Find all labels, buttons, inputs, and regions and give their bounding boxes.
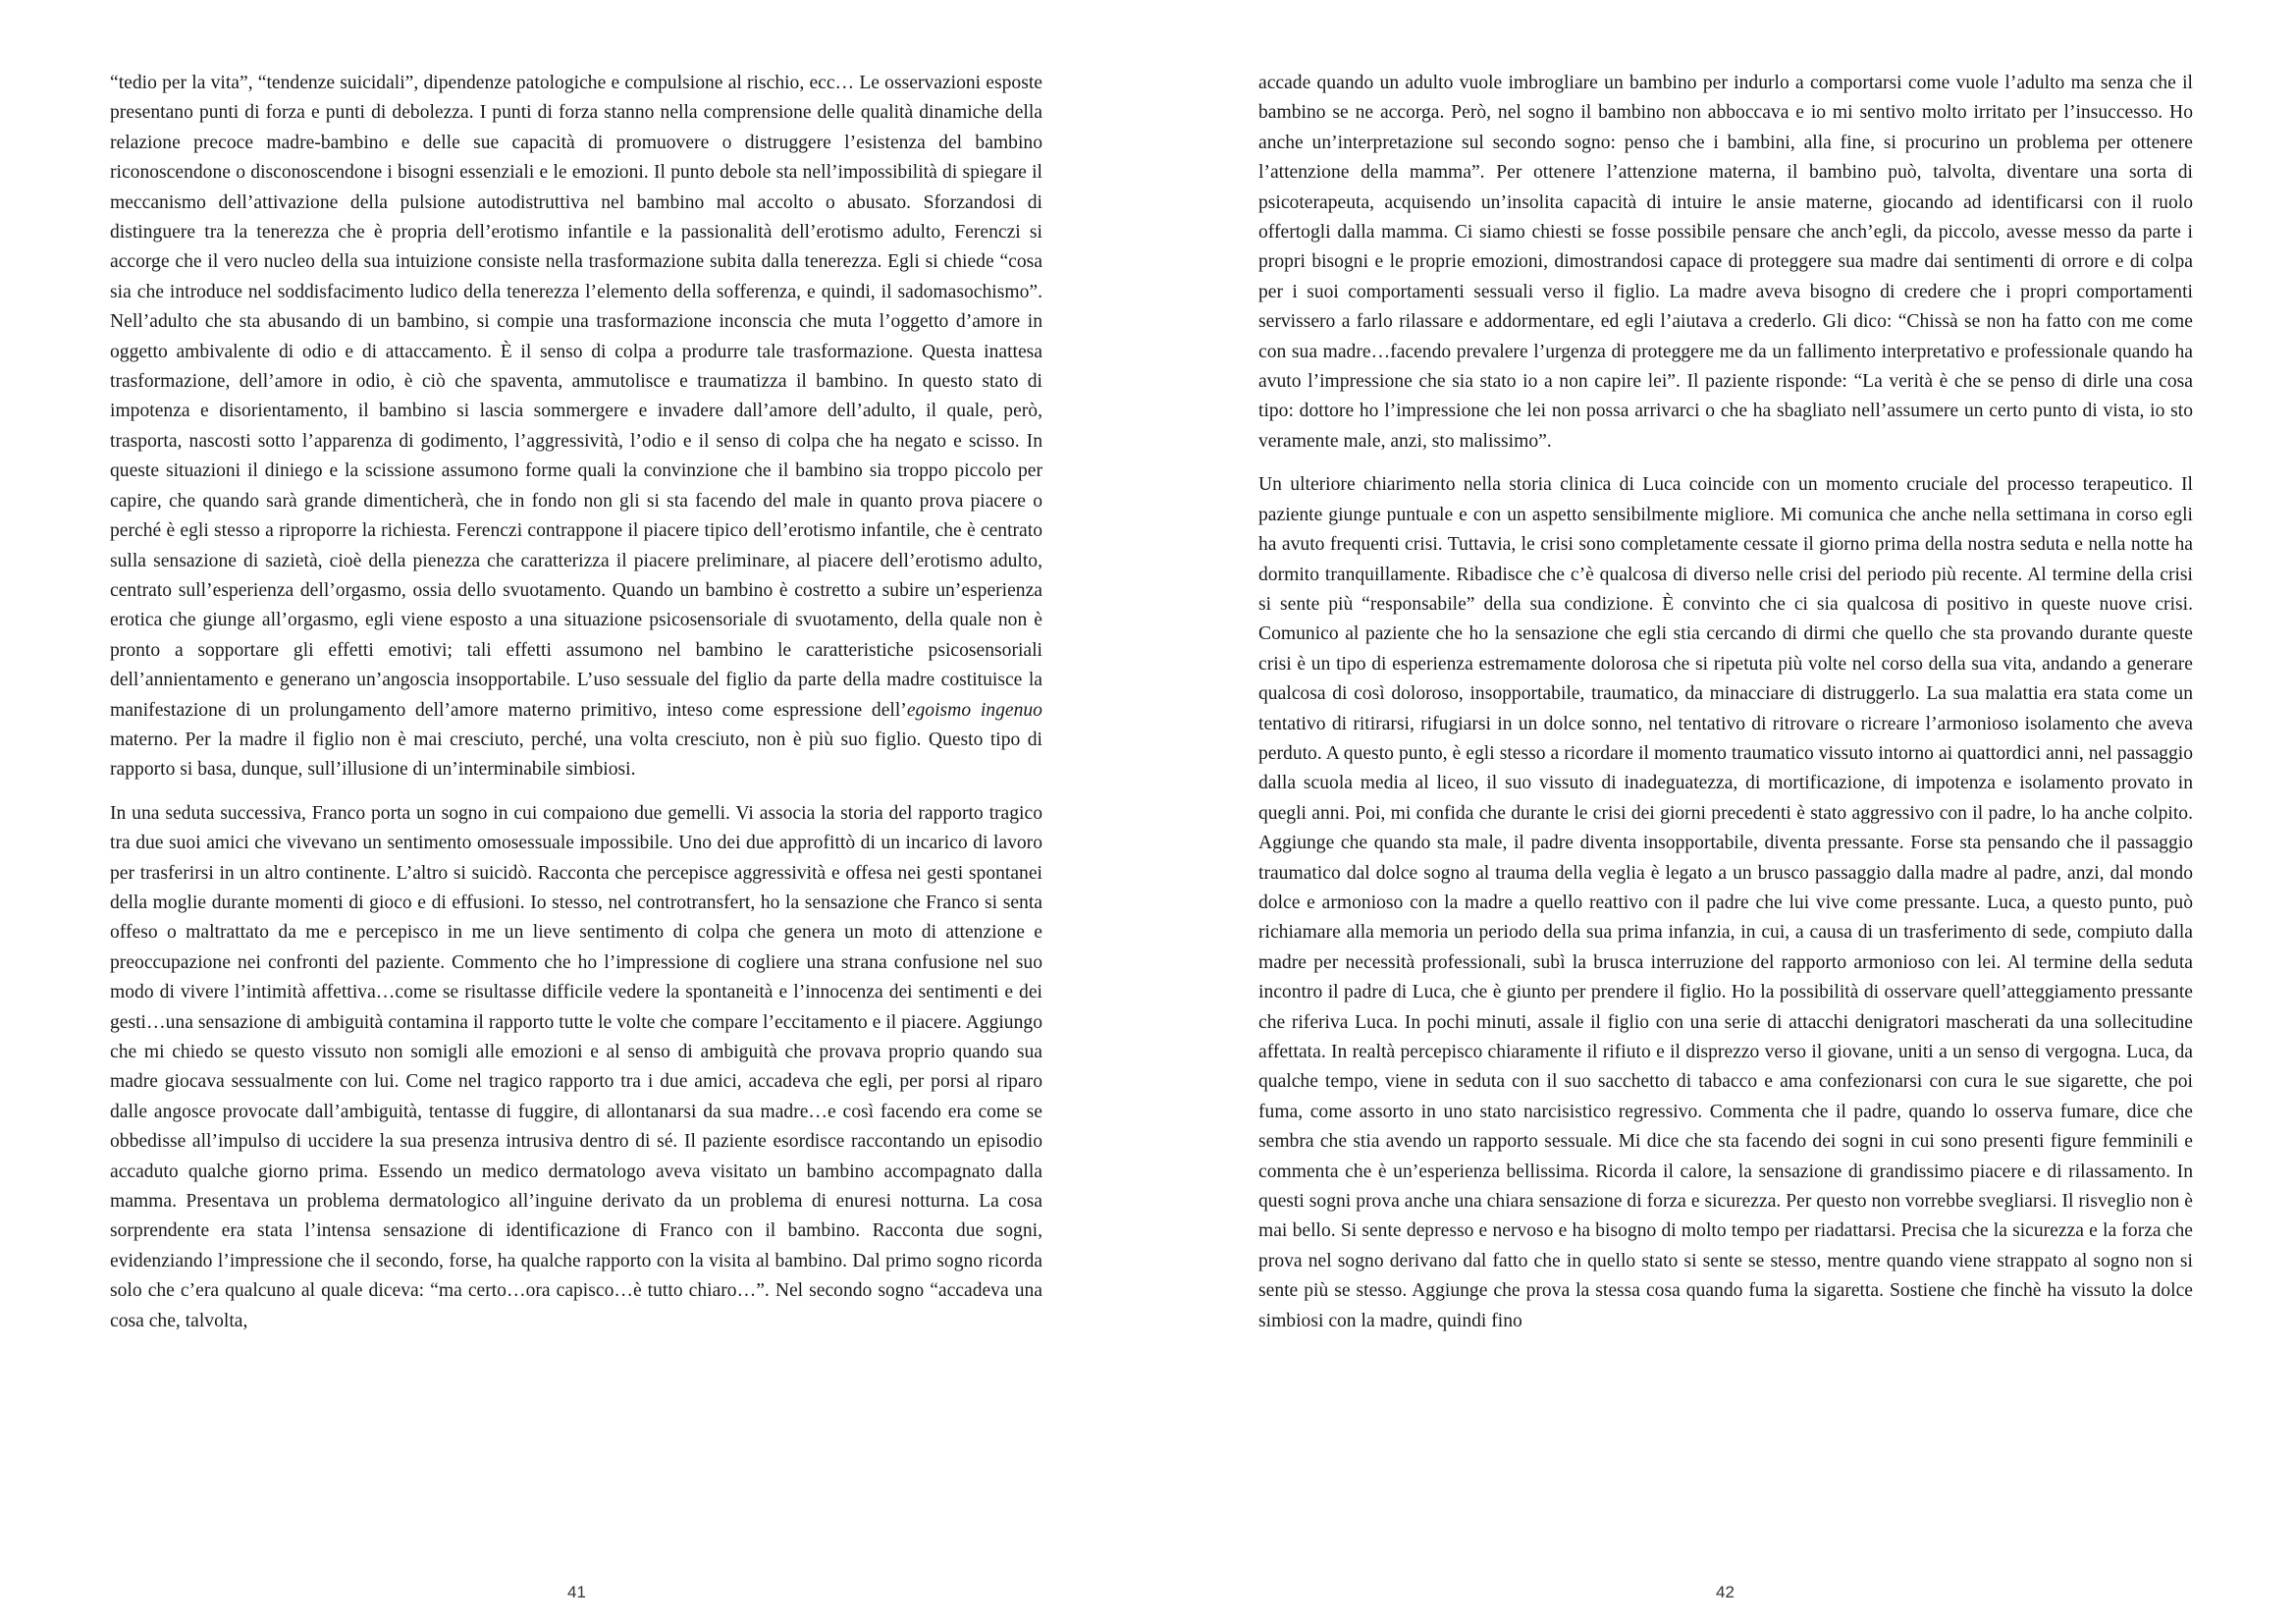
page-42 <box>1148 0 2296 1623</box>
text-run: “tedio per la vita”, “tendenze suicidali”, dipendenze patologiche e compulsione al rischio, ecc… Le osservazioni esposte presentano punti di forza e punti di debolezza. I punti di forza stanno nella comprensione delle qualità dinamiche della relazione precoce madre-bambino e delle sue capacità di promuovere o distruggere l’esistenza del bambino riconoscendone o disconoscendone i bisogni essenziali e le emozioni. Il punto debole sta nell’impossibilità di spiegare il meccanismo dell’attivazione della pulsione autodistruttiva nel bambino mal accolto o abusato. Sforzandosi di distinguere tra la tenerezza che è propria dell’erotismo infantile e la passionalità dell’erotismo adulto, Ferenczi si accorge che il vero nucleo della sua intuizione consiste nella trasformazione subita dalla tenerezza. Egli si chiede “cosa sia che introduce nel soddisfacimento ludico della tenerezza l’elemento della sofferenza, e quindi, il sadomasochismo”. Nell’adulto che sta abusando di un bambino, si compie una trasformazione inconscia che muta l’oggetto d’amore in oggetto ambivalente di odio e di attaccamento. È il senso di colpa a produrre tale trasformazione. Questa inattesa trasformazione, dell’amore in odio, è ciò che spaventa, ammutolisce e traumatizza il bambino. In questo stato di impotenza e disorientamento, il bambino si lascia sommergere e invadere dall’amore dell’adulto, il quale, però, trasporta, nascosti sotto l’apparenza di godimento, l’aggressività, l’odio e il senso di colpa che ha negato e scisso. In queste situazioni il diniego e la scissione assumono forme quali la convinzione che il bambino sia troppo piccolo per capire, che quando sarà grande dimenticherà, che in fondo non gli si sta facendo del male in quanto prova piacere o perché è egli stesso a riproporre la richiesta. Ferenczi contrappone il piacere tipico dell’erotismo infantile, che è centrato sulla sensazione di sazietà, cioè della pienezza che caratterizza il piacere preliminare, al piacere dell’erotismo adulto, centrato sull’esperienza dell’orgasmo, ossia dello svuotamento. Quando un bambino è costretto a subire un’esperienza erotica che giunge all’orgasmo, egli viene esposto a una situazione psicosensoriale di svuotamento, della quale non è pronto a sopportare gli effetti emotivi; tali effetti assumono nel bambino le caratteristiche psicosensoriali dell’annientamento e generano un’angoscia insopportabile. L’uso sessuale del figlio da parte della madre costituisce la manifestazione di un prolungamento dell’amore materno primitivo, inteso come espressione dell’ <box>110 73 1042 721</box>
text-run: In una seduta successiva, Franco porta un sogno in cui compaiono due gemelli. Vi associa la storia del rapporto tragico tra due suoi amici che vivevano un sentimento omosessuale impossibile. Uno dei due approfittò di un incarico di lavoro per trasferirsi in un altro continente. L’altro si suicidò. Racconta che percepisce aggressività e offesa nei gesti spontanei della moglie durante momenti di gioco e di effusioni. Io stesso, nel controtransfert, ho la sensazione che Franco si senta offeso o maltrattato da me e percepisco in me un lieve sentimento di colpa che genera un moto di attenzione e preoccupazione nei confronti del paziente. Commento che ho l’impressione di cogliere una strana confusione nel suo modo di vivere l’intimità affettiva…come se risultasse difficile vedere la spontaneità e l’innocenza dei sentimenti e dei gesti…una sensazione di ambiguità contamina il rapporto tutte le volte che compare l’eccitamento e il piacere. Aggiungo che mi chiedo se questo vissuto non somigli alle emozioni e al senso di ambiguità che provava proprio quando sua madre giocava sessualmente con lui. Come nel tragico rapporto tra i due amici, accadeva che egli, per porsi al riparo dalle angosce provocate dall’ambiguità, tentasse di fuggire, di allontanarsi da sua madre…e così facendo era come se obbedisse all’impulso di uccidere la sua presenza intrusiva dentro di sé. Il paziente esordisce raccontando un episodio accaduto qualche giorno prima. Essendo un medico dermatologo aveva visitato un bambino accompagnato dalla mamma. Presentava un problema dermatologico all’inguine derivato da un problema di enuresi notturna. La cosa sorprendente era stata l’intensa sensazione di identificazione di Franco con il bambino. Racconta due sogni, evidenziando l’impressione che il secondo, forse, ha qualche rapporto con la visita al bambino. Dal primo sogno ricorda solo che c’era qualcuno al quale diceva: “ma certo…ora capisco…è tutto chiaro…”. Nel secondo sogno “accadeva una cosa che, talvolta, <box>110 802 1042 1331</box>
text-column <box>110 69 1042 1336</box>
paragraph <box>1258 69 2193 457</box>
text-run: Un ulteriore chiarimento nella storia clinica di Luca coincide con un momento cruciale del processo terapeutico. Il paziente giunge puntuale e con un aspetto sensibilmente migliore. Mi comunica che anche nella settimana in corso egli ha avuto frequenti crisi. Tuttavia, le crisi sono completamente cessate il giorno prima della nostra seduta e nella notte ha dormito tranquillamente. Ribadisce che c’è qualcosa di diverso nelle crisi del periodo più recente. Al termine della crisi si sente più “responsabile” della sua condizione. È convinto che ci sia qualcosa di positivo in queste nuove crisi. Comunico al paziente che ho la sensazione che egli stia cercando di dirmi che quello che sta provando durante queste crisi è un tipo di esperienza estremamente dolorosa che si ripetuta più volte nel corso della sua vita, andando a generare qualcosa di così doloroso, insopportabile, traumatico, da minacciare di distruggerlo. La sua malattia era stata come un tentativo di ritirarsi, rifugiarsi in un dolce sonno, nel tentativo di ritrovare o ricreare l’armonioso isolamento che aveva perduto. A questo punto, è egli stesso a ricordare il momento traumatico vissuto intorno ai quattordici anni, nel passaggio dalla scuola media al liceo, il suo vissuto di inadeguatezza, di mortificazione, di impotenza e isolamento provato in quegli anni. Poi, mi confida che durante le crisi dei giorni precedenti è stato aggressivo con il padre, lo ha anche colpito. Aggiunge che quando sta male, il padre diventa insopportabile, diventa pressante. Forse sta pensando che il passaggio traumatico dal dolce sogno al trauma della veglia è legato a un brusco passaggio dalla madre al padre, anzi, dal mondo dolce e armonioso con la madre a quello reattivo con il padre che lui vive come pressante. Luca, a questo punto, può richiamare alla memoria un periodo della sua prima infanzia, in cui, a causa di un trasferimento di sede, compiuto dalla madre per necessità professionali, subì la brusca interruzione del rapporto armonioso con lei. Al termine della seduta incontro il padre di Luca, che è giunto per prendere il figlio. Ho la possibilità di osservare quell’atteggiamento pressante che riferiva Luca. In pochi minuti, assale il figlio con una serie di attacchi denigratori mascherati da una sollecitudine affettata. In realtà percepisco chiaramente il rifiuto e il disprezzo verso il giovane, uniti a un senso di vergogna. Luca, da qualche tempo, viene in seduta con il suo sacchetto di tabacco e ama confezionarsi con cura le sue sigarette, che poi fuma, come assorto in uno stato narcisistico regressivo. Commenta che il padre, quando lo osserva fumare, dice che sembra che stia avendo un rapporto sessuale. Mi dice che sta facendo dei sogni in cui sono presenti figure femminili e commenta che è un’esperienza bellissima. Ricorda il calore, la sensazione di grandissimo piacere e di rilassamento. In questi sogni prova anche una chiara sensazione di forza e sicurezza. Per questo non vorrebbe svegliarsi. Il risveglio non è mai bello. Si sente depresso e nervoso e ha bisogno di molto tempo per riadattarsi. Precisa che la sicurezza e la forza che prova nel sogno derivano dal fatto che in quello stato si sente se stesso, mentre quando viene strappato al sogno non si sente più se stesso. Aggiunge che prova la stessa cosa quando fuma la sigaretta. Sostiene che finchè ha vissuto la dolce simbiosi con la madre, quindi fino <box>1258 474 2193 1331</box>
paragraph <box>110 69 1042 785</box>
page-number: 41 <box>567 1583 586 1601</box>
page-number: 42 <box>1716 1583 1735 1601</box>
text-run: accade quando un adulto vuole imbrogliare un bambino per indurlo a comportarsi come vuole l’adulto ma senza che il bambino se ne accorga. Però, nel sogno il bambino non abboccava e io mi sentivo molto irritato per l’insuccesso. Ho anche un’interpretazione sul secondo sogno: penso che i bambini, alla fine, si procurino un problema per ottenere l’attenzione della mamma”. Per ottenere l’attenzione materna, il bambino può, talvolta, diventare una sorta di psicoterapeuta, acquisendo un’insolita capacità di intuire le ansie materne, giocando ad identificarsi con il ruolo offertogli dalla mamma. Ci siamo chiesti se fosse possibile pensare che anch’egli, da piccolo, avesse messo da parte i propri bisogni e le proprie emozioni, dimostrandosi capace di proteggere sua madre dai sentimenti di orrore e di colpa per i suoi comportamenti sessuali verso il figlio. La madre aveva bisogno di credere che i propri comportamenti servissero a farlo rilassare e addormentare, ed egli l’aiutava a crederlo. Gli dico: “Chissà se non ha fatto con me come con sua madre…facendo prevalere l’urgenza di proteggere me da un fallimento interpretativo e professionale quando ha avuto l’impressione che sia stato io a non capire lei”. Il paziente risponde: “La verità è che se penso di dirle una cosa tipo: dottore ho l’impressione che lei non possa arrivarci o che ha sbagliato nell’assumere un certo punto di vista, io sto veramente male, anzi, sto malissimo”. <box>1258 73 2193 452</box>
paragraph <box>110 799 1042 1336</box>
text-column <box>1258 69 2193 1336</box>
text-run: materno. Per la madre il figlio non è mai cresciuto, perché, una volta cresciuto, non è più suo figlio. Questo tipo di rapporto si basa, dunque, sull’illusione di un’interminabile simbiosi. <box>110 729 1042 781</box>
paragraph <box>1258 470 2193 1336</box>
italic-text: egoismo ingenuo <box>906 699 1042 721</box>
